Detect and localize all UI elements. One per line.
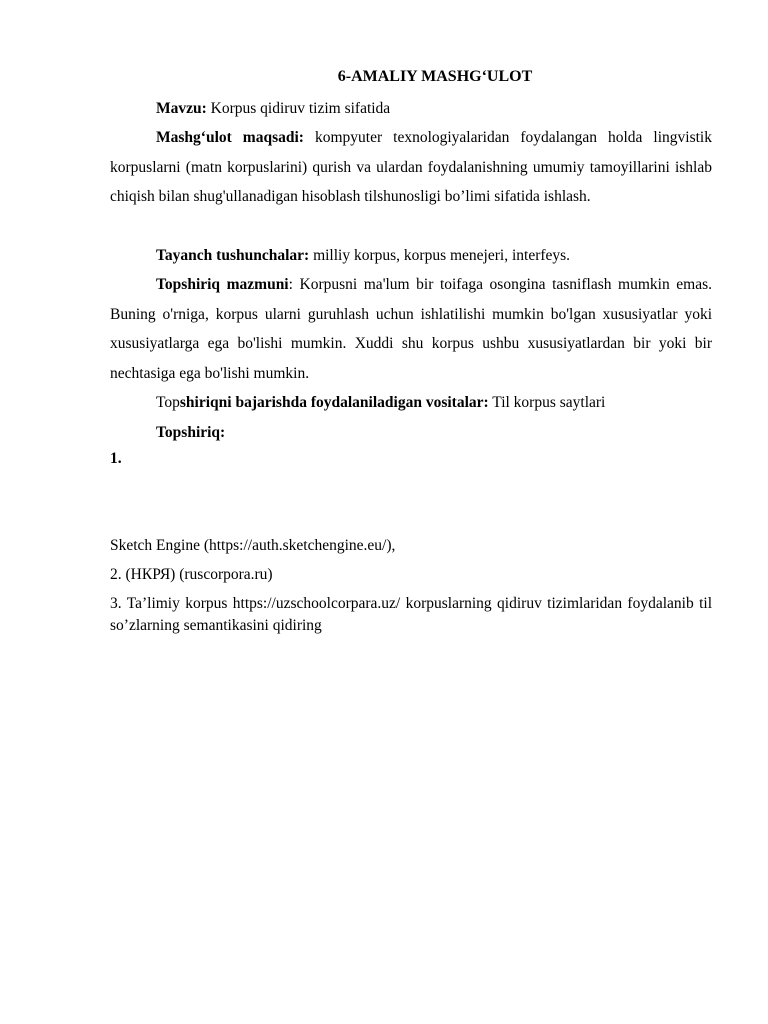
tools-label: shiriqni bajarishda foydalaniladigan vositalar: <box>179 394 489 411</box>
item-1-text: Sketch Engine (https://auth.sketchengine.eu/), <box>110 537 396 554</box>
item-2-text: 2. (НКРЯ) (ruscorpora.ru) <box>110 566 273 583</box>
goal-label: Mashg‘ulot maqsadi: <box>156 129 304 146</box>
tools-prefix: Top <box>156 394 180 411</box>
goal-paragraph <box>110 123 712 212</box>
tools-text: Til korpus saytlari <box>488 394 606 411</box>
document-title: 6-AMALIY MASHG‘ULOT <box>337 68 533 85</box>
task-content-paragraph <box>110 270 712 388</box>
topic-text: Korpus qidiruv tizim sifatida <box>206 100 391 117</box>
item-3-text: 3. Ta’limiy korpus https://uzschoolcorpara.uz/ korpuslarning qidiruv tizimlaridan foydalanib til so’zlarning semantikasini qidiring <box>110 595 712 634</box>
task-content-text: : Korpusni ma'lum bir toifaga osongina tasniflash mumkin emas. Buning o'rniga, korpus ularni guruhlash uchun ishlatilishi mumkin bo'lgan xususiyatlar yoki xususiyatlarga ega bo'lishi mumkin. Xuddi shu korpus ushbu xususiyatlardan bir yoki bir nechtasiga ega bo'lishi mumkin. <box>110 276 712 382</box>
task-heading-paragraph <box>110 418 712 448</box>
tools-paragraph <box>110 388 712 418</box>
task-content-label: Topshiriq mazmuni <box>156 276 289 293</box>
item-1-number: 1. <box>110 450 122 467</box>
key-concepts-paragraph <box>110 241 712 271</box>
topic-label: Mavzu: <box>156 100 207 117</box>
key-concepts-label: Tayanch tushunchalar: <box>156 247 310 264</box>
goal-text: kompyuter texnologiyalaridan foydalangan holda lingvistik korpuslarni (matn korpuslarini) qurish va ulardan foydalanishning umumiy tamoyillarini ishlab chiqish bilan shug'ullanadigan hisoblash tilshunosligi bo’limi sifatida ishlash. <box>110 129 712 205</box>
topic-paragraph <box>110 94 712 124</box>
key-concepts-text: milliy korpus, korpus menejeri, interfeys. <box>309 247 571 264</box>
task-heading: Topshiriq: <box>156 424 226 441</box>
